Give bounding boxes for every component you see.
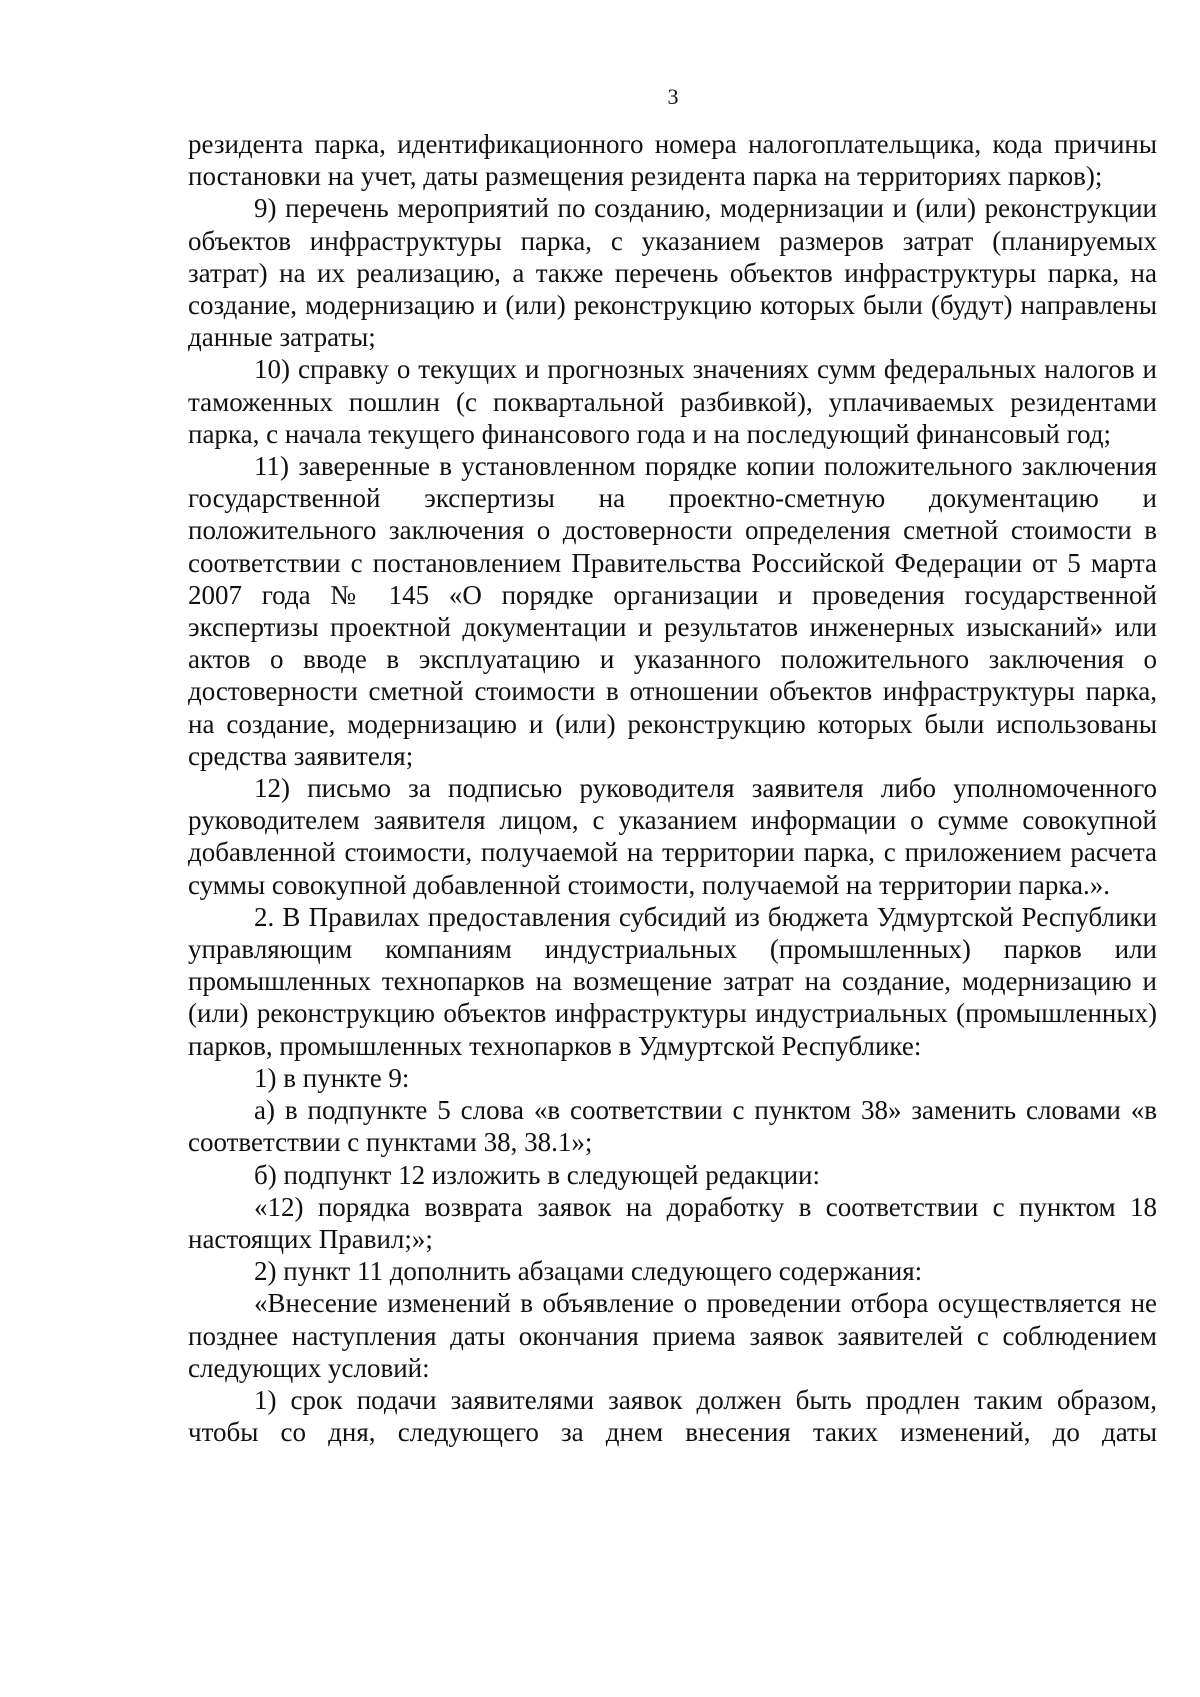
paragraph-item-10: 10) справку о текущих и прогнозных значениях сумм федеральных налогов и таможенных пошлин (с поквартальной разбивкой), уплачиваемых резидентами парка, с начала текущего финансового года и на последующий финансовый год; [188,354,1157,449]
paragraph-condition-1: 1) срок подачи заявителями заявок должен быть продлен таким образом, чтобы со дня, следующего за днем внесения таких изменений, до даты [188,1384,1157,1448]
page-number: 3 [667,84,679,109]
paragraph-subpoint-a: а) в подпункте 5 слова «в соответствии с пунктом 38» заменить словами «в соответствии с пунктами 38, 38.1»; [188,1095,1157,1158]
paragraph-continuation: резидента парка, идентификационного номера налогоплательщика, кода причины постановки на учет, даты размещения резидента парка на территориях парков); [188,129,1157,192]
paragraph-point-11: 2) пункт 11 дополнить абзацами следующего содержания: [254,1256,923,1287]
document-body [188,128,1157,1448]
paragraph-quote-12: «12) порядка возврата заявок на доработку в соответствии с пунктом 18 настоящих Правил;»; [188,1191,1157,1254]
paragraph-amendment-intro: «Внесение изменений в объявление о проведении отбора осуществляется не позднее наступления даты окончания приема заявок заявителей с соблюдением следующих условий: [188,1288,1157,1383]
paragraph-point-9: 1) в пункте 9: [254,1062,410,1093]
paragraph-item-12: 12) письмо за подписью руководителя заявителя либо уполномоченного руководителем заявителя лицом, с указанием информации о сумме совокупной добавленной стоимости, получаемой на территории парка, с приложением расчета суммы совокупной добавленной стоимости, получаемой на территории парка.». [188,773,1157,900]
paragraph-item-11: 11) заверенные в установленном порядке копии положительного заключения государственной экспертизы на проектно-сметную документацию и положительного заключения о достоверности определения сметной стоимости в соответствии с постановлением Правительства Российской Федерации от 5 марта 2007 года № 145 «О порядке организации и проведения государственной экспертизы проектной документации и результатов инженерных изысканий» или актов о вводе в эксплуатацию и указанного положительного заключения о достоверности сметной стоимости в отношении объектов инфраструктуры парка, на создание, модернизацию и (или) реконструкцию которых были использованы средства заявителя; [188,451,1157,771]
paragraph-subpoint-b: б) подпункт 12 изложить в следующей редакции: [254,1159,821,1190]
paragraph-section-2: 2. В Правилах предоставления субсидий из бюджета Удмуртской Республики управляющим компаниям индустриальных (промышленных) парков или промышленных технопарков на возмещение затрат на создание, модернизацию и (или) реконструкцию объектов инфраструктуры индустриальных (промышленных) парков, промышленных технопарков в Удмуртской Республике: [188,901,1157,1061]
paragraph-item-9: 9) перечень мероприятий по созданию, модернизации и (или) реконструкции объектов инфраструктуры парка, с указанием размеров затрат (планируемых затрат) на их реализацию, а также перечень объектов инфраструктуры парка, на создание, модернизацию и (или) реконструкцию которых были (будут) направлены данные затраты; [188,193,1157,353]
